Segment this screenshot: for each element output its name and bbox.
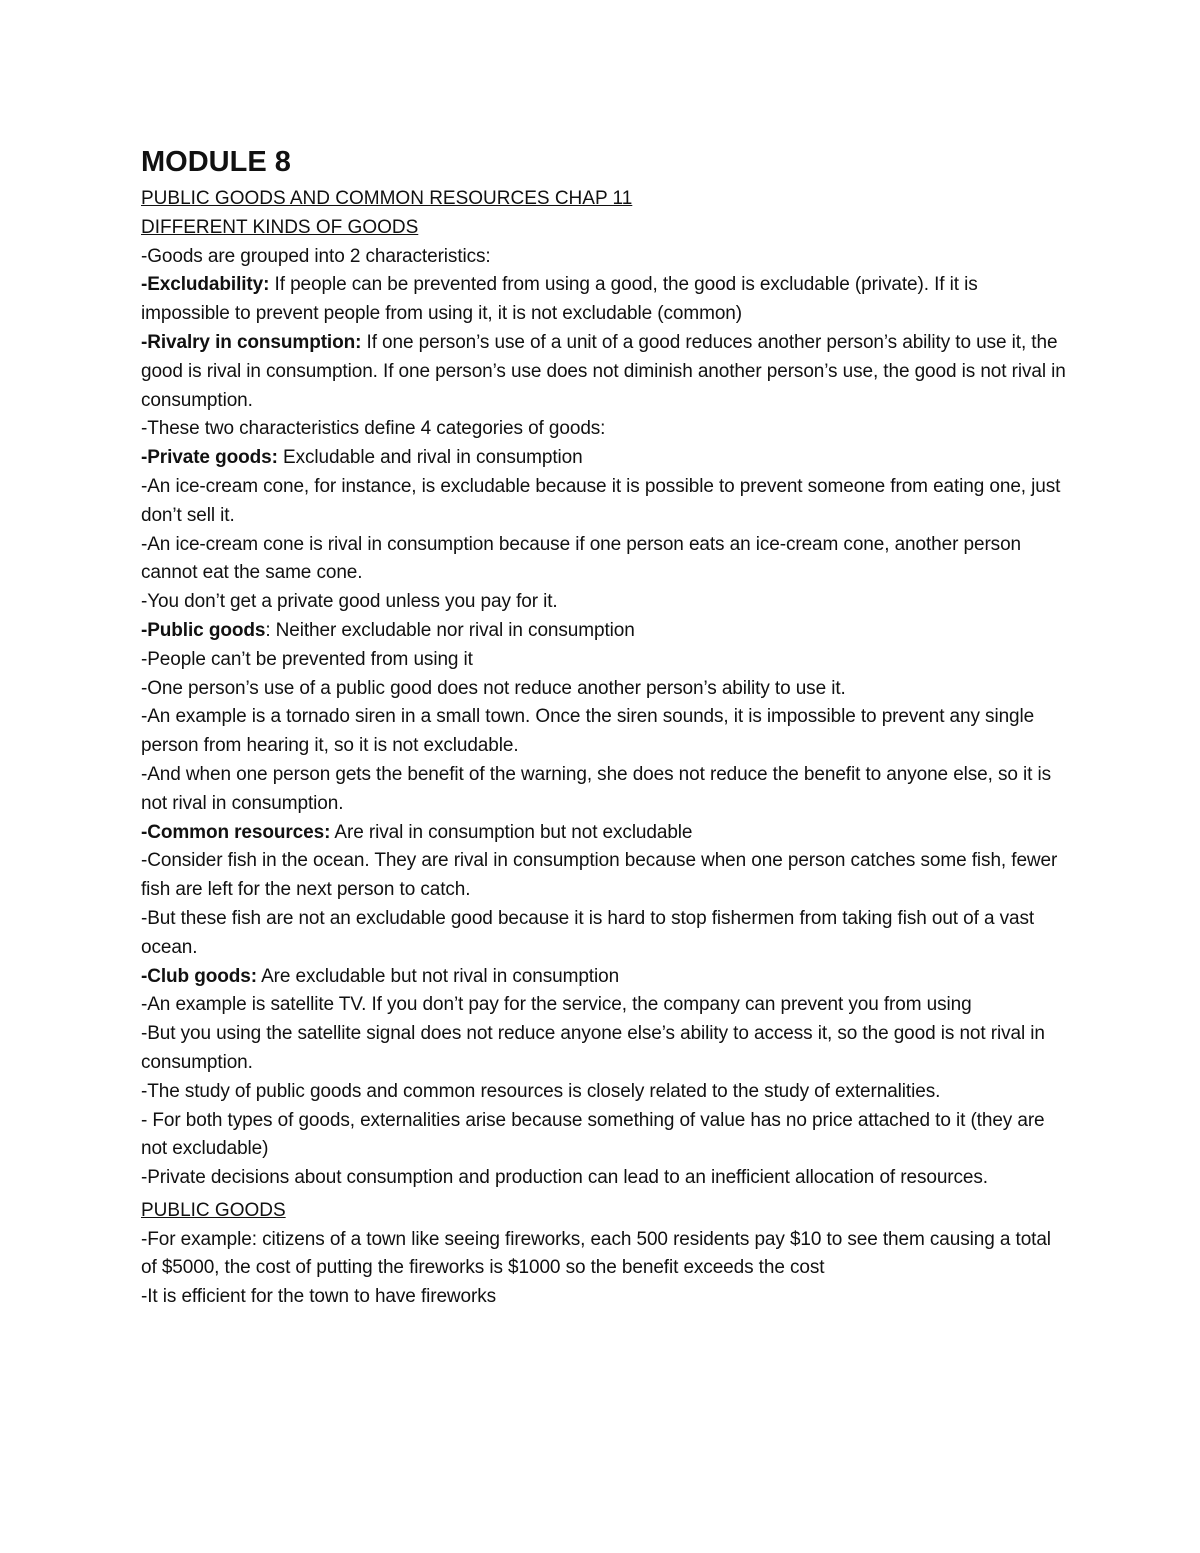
paragraph xyxy=(141,1078,1071,1107)
section-heading-public-goods: PUBLIC GOODS xyxy=(141,1199,286,1221)
paragraph xyxy=(141,1164,1071,1193)
paragraph-text: -An ice-cream cone, for instance, is excludable because it is possible to prevent someone from eating one, just don’t sell it. xyxy=(141,475,1061,526)
paragraph-text: -For example: citizens of a town like seeing fireworks, each 500 residents pay $10 to see them causing a total of $5000, the cost of putting the fireworks is $1000 so the benefit exceeds the cost xyxy=(141,1228,1051,1279)
paragraph xyxy=(141,703,1071,761)
paragraph-text: -An ice-cream cone is rival in consumption because if one person eats an ice-cream cone, another person cannot eat the same cone. xyxy=(141,533,1022,584)
paragraph-text: If one person’s use of a unit of a good reduces another person’s ability to use it, the good is rival in consumption. If one person’s use does not diminish another person’s use, the good is not rival in consumption. xyxy=(141,331,1066,411)
document-page xyxy=(141,143,1071,1312)
paragraph-text: -People can’t be prevented from using it xyxy=(141,648,473,670)
paragraph-text: -But these fish are not an excludable good because it is hard to stop fishermen from taking fish out of a vast ocean. xyxy=(141,907,1035,958)
paragraph xyxy=(141,1020,1071,1078)
paragraph-text: -Consider fish in the ocean. They are rival in consumption because when one person catches some fish, fewer fish are left for the next person to catch. xyxy=(141,850,1058,901)
paragraph-text: -The study of public goods and common resources is closely related to the study of externalities. xyxy=(141,1080,941,1102)
paragraph-text: -It is efficient for the town to have fireworks xyxy=(141,1286,497,1308)
section-body-public-goods xyxy=(141,1226,1071,1312)
paragraph xyxy=(141,271,1071,329)
paragraph xyxy=(141,473,1071,531)
paragraph xyxy=(141,963,1071,992)
paragraph-text: -You don’t get a private good unless you pay for it. xyxy=(141,591,558,613)
paragraph xyxy=(141,905,1071,963)
paragraph xyxy=(141,991,1071,1020)
paragraph xyxy=(141,444,1071,473)
paragraph-text: If people can be prevented from using a good, the good is excludable (private). If it is impossible to prevent people from using it, it is not excludable (common) xyxy=(141,274,978,325)
term-label: -Rivalry in consumption: xyxy=(141,331,362,353)
section-heading-kinds-of-goods: DIFFERENT KINDS OF GOODS xyxy=(141,216,419,238)
term-label: -Private goods: xyxy=(141,447,278,469)
paragraph-text: Are excludable but not rival in consumption xyxy=(256,965,620,987)
section-body-kinds-of-goods xyxy=(141,243,1071,1193)
paragraph xyxy=(141,819,1071,848)
page-title: MODULE 8 xyxy=(141,146,291,178)
paragraph xyxy=(141,617,1071,646)
paragraph-text: - For both types of goods, externalities arise because something of value has no price attached to it (they are not excludable) xyxy=(141,1109,1045,1160)
paragraph xyxy=(141,847,1071,905)
paragraph xyxy=(141,531,1071,589)
term-label: -Excludability: xyxy=(141,274,270,296)
paragraph-text: -And when one person gets the benefit of the warning, she does not reduce the benefit to anyone else, so it is not rival in consumption. xyxy=(141,763,1052,814)
term-label: -Common resources: xyxy=(141,821,331,843)
paragraph-text: -An example is a tornado siren in a small town. Once the siren sounds, it is impossible to prevent any single person from hearing it, so it is not excludable. xyxy=(141,706,1035,757)
paragraph-text: : Neither excludable nor rival in consumption xyxy=(265,619,635,641)
paragraph xyxy=(141,243,1071,272)
paragraph xyxy=(141,675,1071,704)
paragraph-text: Excludable and rival in consumption xyxy=(277,447,583,469)
paragraph xyxy=(141,1226,1071,1284)
paragraph-text: -An example is satellite TV. If you don’t pay for the service, the company can prevent you from using xyxy=(141,994,972,1016)
term-label: -Public goods xyxy=(141,619,266,641)
paragraph xyxy=(141,761,1071,819)
chapter-heading: PUBLIC GOODS AND COMMON RESOURCES CHAP 11 xyxy=(141,188,633,209)
paragraph-text: -Private decisions about consumption and production can lead to an inefficient allocation of resources. xyxy=(141,1167,988,1189)
paragraph-text: Are rival in consumption but not excludable xyxy=(330,821,693,843)
paragraph xyxy=(141,646,1071,675)
paragraph xyxy=(141,415,1071,444)
paragraph-text: -These two characteristics define 4 categories of goods: xyxy=(141,418,606,440)
paragraph-text: -One person’s use of a public good does not reduce another person’s ability to use it. xyxy=(141,677,846,699)
paragraph xyxy=(141,588,1071,617)
paragraph-text: -Goods are grouped into 2 characteristics: xyxy=(141,245,491,267)
paragraph-text: -But you using the satellite signal does not reduce anyone else’s ability to access it, so the good is not rival in consumption. xyxy=(141,1023,1045,1073)
paragraph xyxy=(141,329,1071,415)
term-label: -Club goods: xyxy=(141,965,257,987)
paragraph xyxy=(141,1283,1071,1312)
paragraph xyxy=(141,1107,1071,1165)
